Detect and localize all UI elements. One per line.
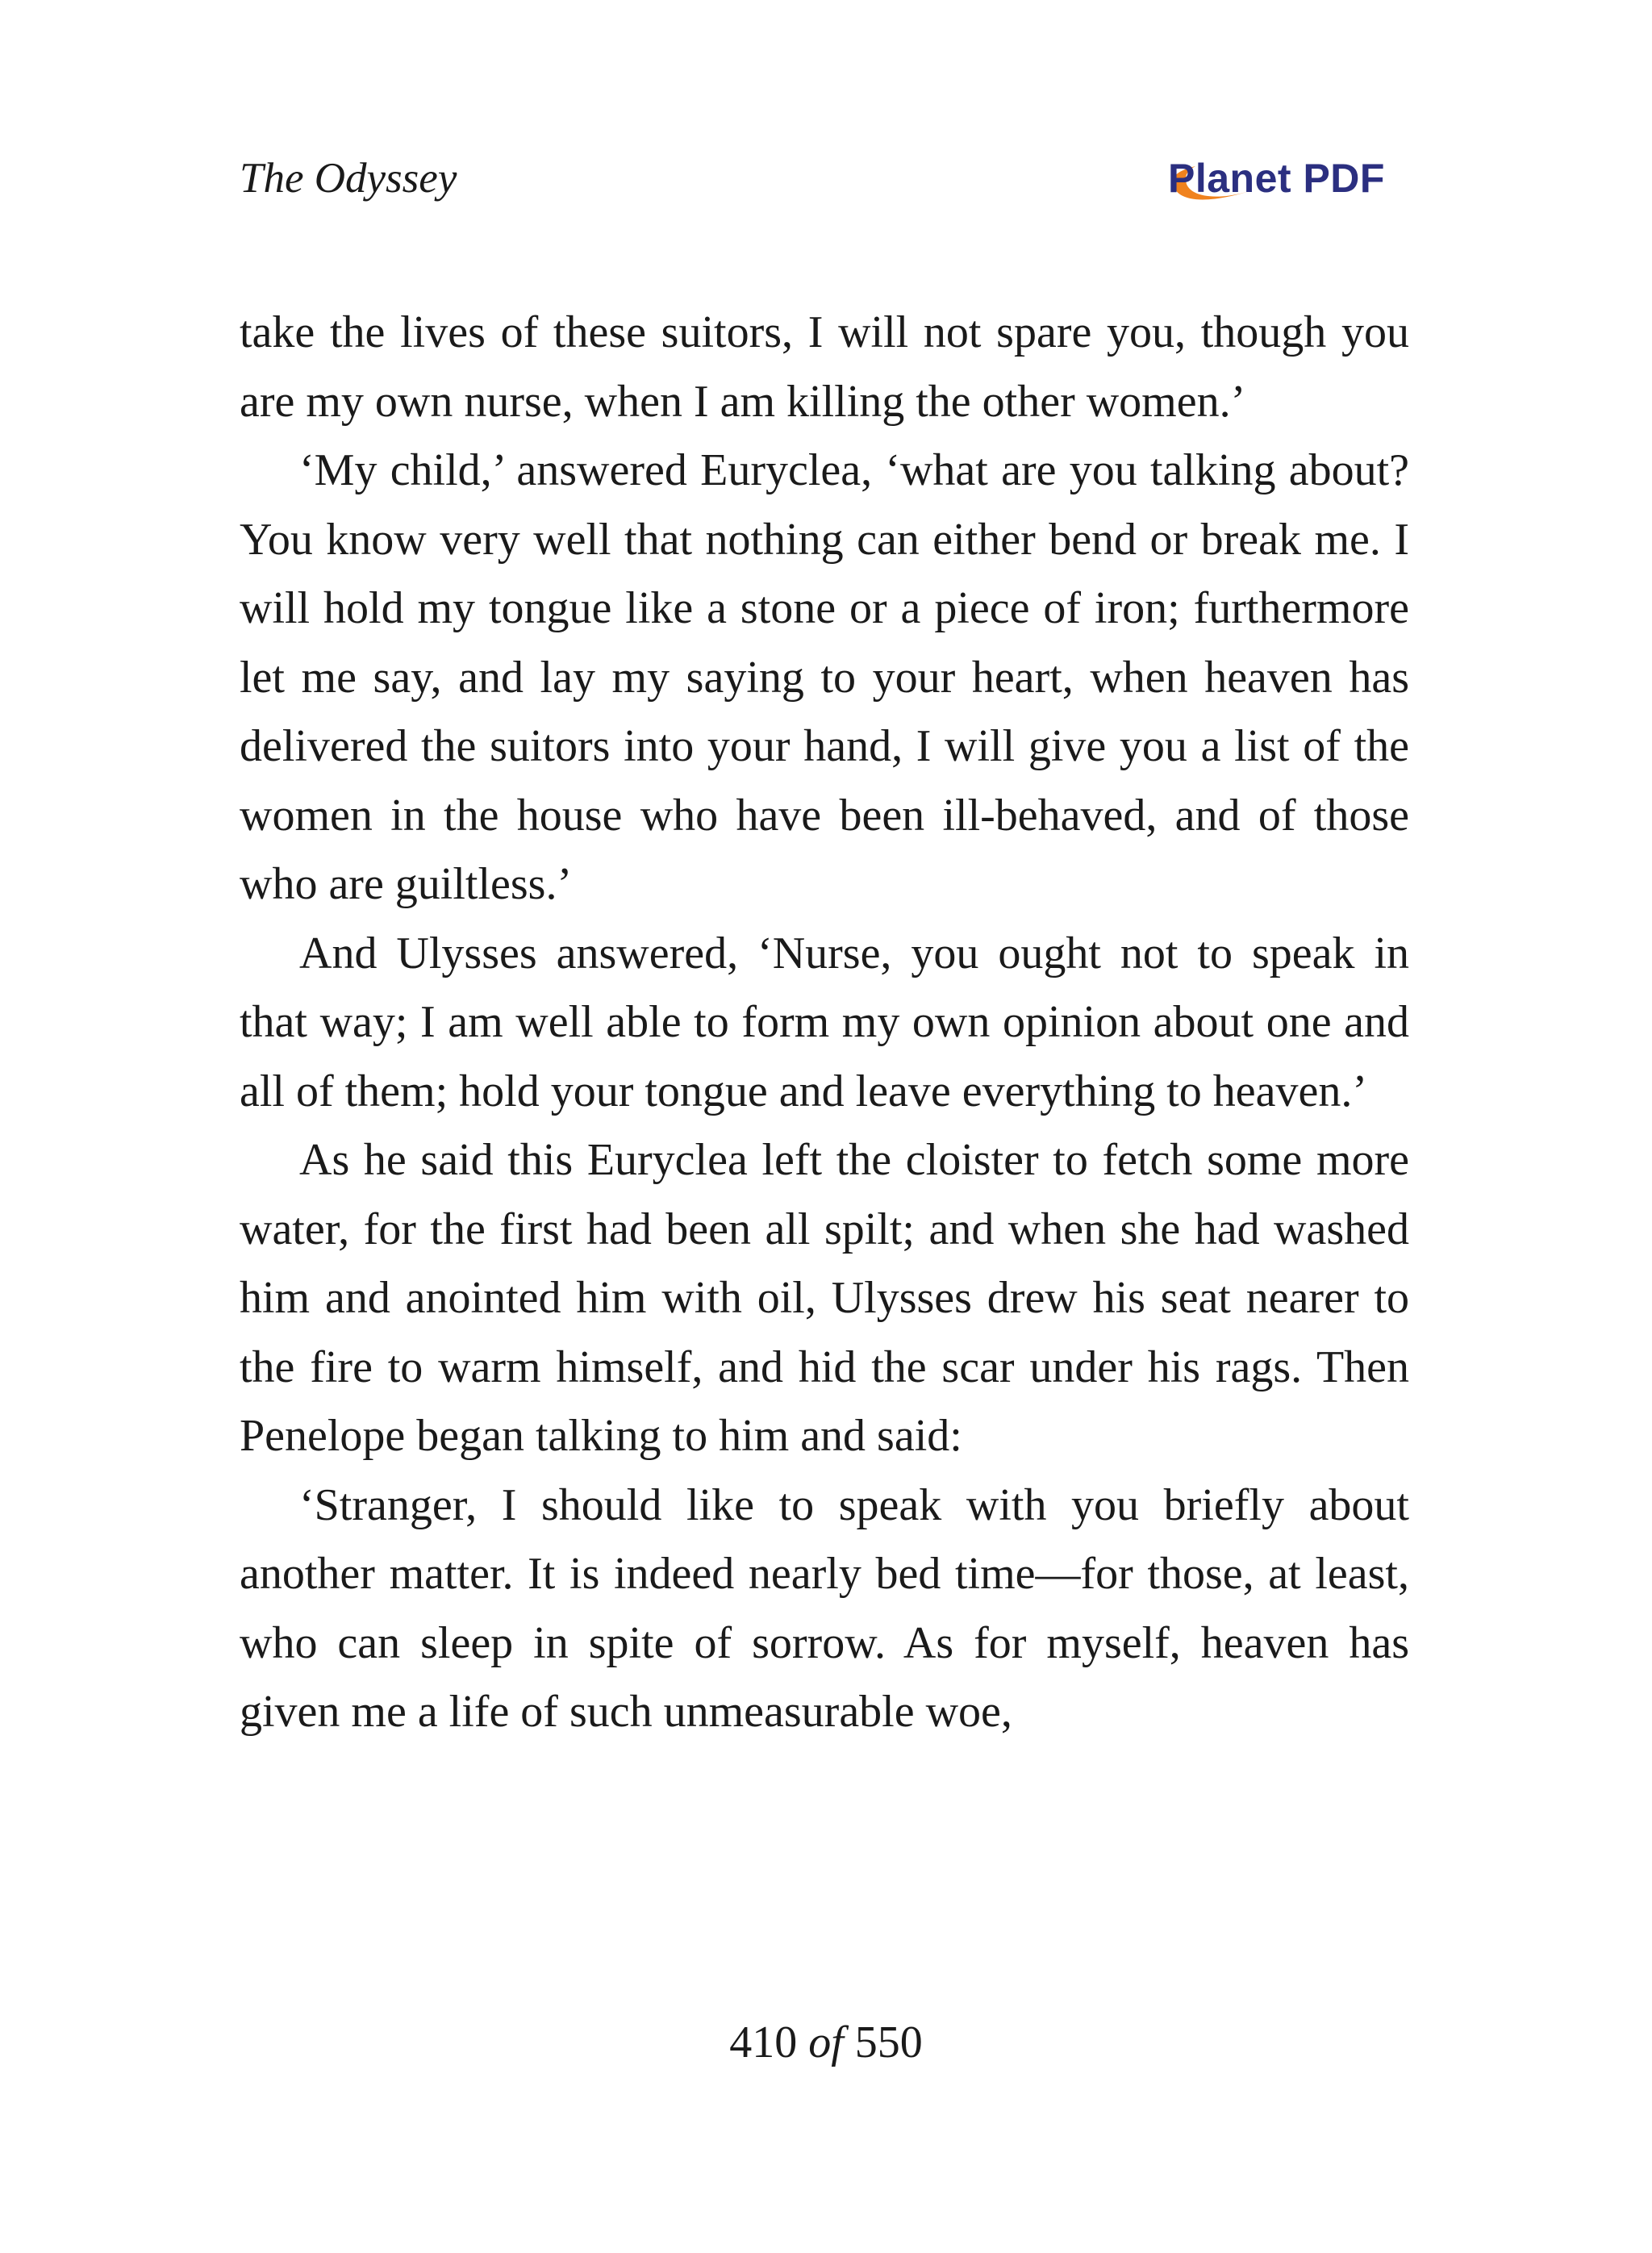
total-pages: 550 — [854, 2017, 923, 2067]
paragraph: ‘My child,’ answered Euryclea, ‘what are you talking about? You know very well that nothing can either bend or break me. I will hold my tongue like a stone or a piece of iron; furthermore let me say, and lay my saying to your heart, when heaven has delivered the suitors into your hand, I will give you a list of the women in the house who have been ill-behaved, and of those who are guiltless.’ — [240, 445, 1409, 909]
paragraph: ‘Stranger, I should like to speak with you briefly about another matter. It is indeed nearly bed time—for those, at least, who can sleep in spite of sorrow. As for myself, heaven has given me a life of such unmeasurable woe, — [240, 1479, 1409, 1737]
of-label: of — [808, 2017, 844, 2067]
running-title: The Odyssey — [240, 155, 457, 202]
logo-text: Planet PDF — [1168, 156, 1385, 201]
planet-pdf-logo — [1168, 150, 1410, 215]
paragraph: As he said this Euryclea left the cloister to fetch some more water, for the first had been all spilt; and when she had washed him and anointed him with oil, Ulysses drew his seat nearer to the fire to warm himself, and hid the scar under his rags. Then Penelope began talking to him and said: — [240, 1135, 1409, 1461]
paragraph: take the lives of these suitors, I will not spare you, though you are my own nurse, when I am killing the other women.’ — [240, 307, 1409, 427]
body-text — [240, 298, 1409, 1747]
page-number — [0, 2014, 1652, 2071]
paragraph: And Ulysses answered, ‘Nurse, you ought not to speak in that way; I am well able to form my own opinion about one and all of them; hold your tongue and leave everything to heaven.’ — [240, 928, 1409, 1116]
current-page: 410 — [729, 2017, 798, 2067]
